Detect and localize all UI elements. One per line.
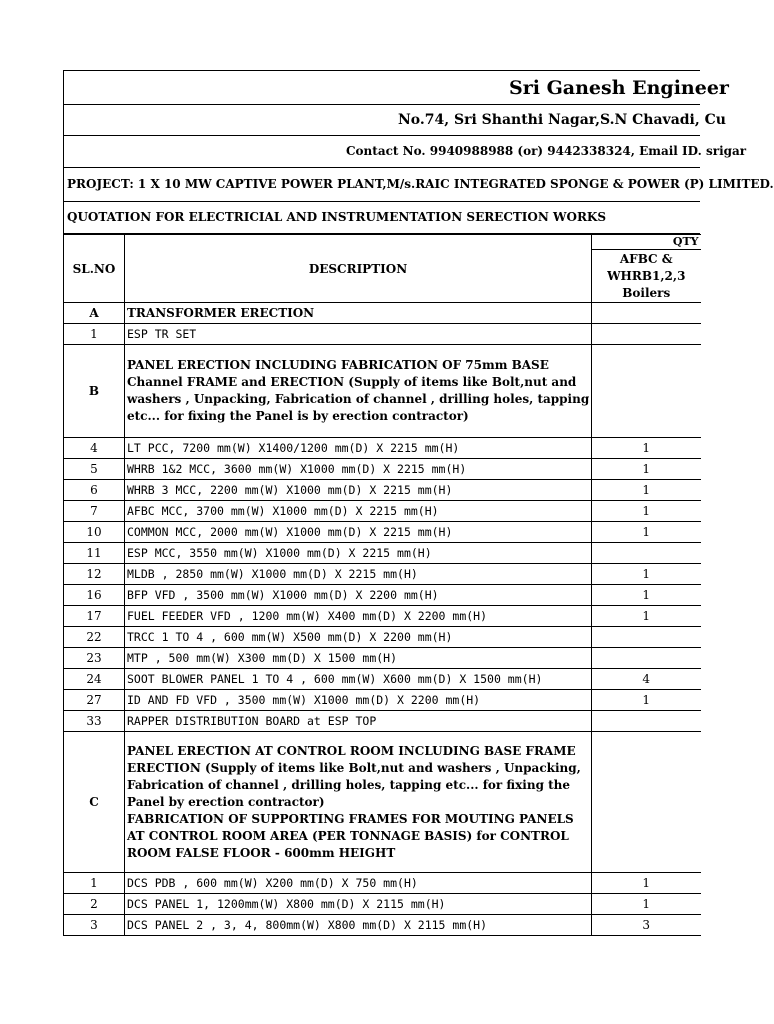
row-description: FUEL FEEDER VFD , 1200 mm(W) X400 mm(D) X 2200 mm(H) — [125, 606, 592, 627]
row-slno: 16 — [64, 585, 125, 606]
row-description-text: PANEL ERECTION AT CONTROL ROOM INCLUDING BASE FRAME ERECTION (Supply of items like Bolt,nut and washers , Unpacking, Fabrication of channel , drilling holes, tapping etc... for fixing the Panel by erection contractor) — [127, 743, 581, 809]
table-row — [64, 606, 701, 627]
row-slno: 12 — [64, 564, 125, 585]
table-row — [64, 501, 701, 522]
row-description: DCS PANEL 1, 1200mm(W) X800 mm(D) X 2115 mm(H) — [125, 894, 592, 915]
row-slno: B — [64, 345, 125, 438]
quotation-sheet — [63, 70, 774, 936]
project-row: PROJECT: 1 X 10 MW CAPTIVE POWER PLANT,M/s.RAIC INTEGRATED SPONGE & POWER (P) LIMITED. — [63, 168, 700, 202]
col-slno-header: SL.NO — [64, 235, 125, 303]
table-row — [64, 873, 701, 894]
contact-row — [63, 136, 747, 168]
row-description: ESP MCC, 3550 mm(W) X1000 mm(D) X 2215 mm(H) — [125, 543, 592, 564]
row-slno: 10 — [64, 522, 125, 543]
row-slno: 17 — [64, 606, 125, 627]
table-body — [64, 303, 701, 936]
table-row — [64, 324, 701, 345]
row-slno: 22 — [64, 627, 125, 648]
row-qty — [592, 345, 701, 438]
company-contact: Contact No. 9940988988 (or) 9442338324, Email ID. srigar — [346, 144, 747, 158]
row-qty: 1 — [592, 894, 701, 915]
table-row — [64, 690, 701, 711]
table-row — [64, 564, 701, 585]
qty-label: QTY — [592, 235, 701, 250]
row-description: DCS PDB , 600 mm(W) X200 mm(D) X 750 mm(H) — [125, 873, 592, 894]
company-name: Sri Ganesh Engineer — [509, 77, 729, 99]
row-qty — [592, 732, 701, 873]
row-description: ESP TR SET — [125, 324, 592, 345]
table-row — [64, 438, 701, 459]
company-banner — [63, 70, 729, 105]
table-row — [64, 915, 701, 936]
row-slno: 1 — [64, 873, 125, 894]
row-qty: 1 — [592, 480, 701, 501]
row-qty — [592, 324, 701, 345]
address-row — [63, 105, 726, 136]
table-row — [64, 543, 701, 564]
row-slno: 2 — [64, 894, 125, 915]
row-qty: 1 — [592, 501, 701, 522]
row-slno: 24 — [64, 669, 125, 690]
quotation-table — [63, 234, 701, 936]
qty-sub-line-3: Boilers — [622, 286, 671, 300]
row-slno: 27 — [64, 690, 125, 711]
row-description: AFBC MCC, 3700 mm(W) X1000 mm(D) X 2215 mm(H) — [125, 501, 592, 522]
row-description: RAPPER DISTRIBUTION BOARD at ESP TOP — [125, 711, 592, 732]
row-slno: A — [64, 303, 125, 324]
table-row — [64, 522, 701, 543]
row-description: COMMON MCC, 2000 mm(W) X1000 mm(D) X 2215 mm(H) — [125, 522, 592, 543]
row-description: MTP , 500 mm(W) X300 mm(D) X 1500 mm(H) — [125, 648, 592, 669]
row-qty: 1 — [592, 459, 701, 480]
quotation-title: QUOTATION FOR ELECTRICIAL AND INSTRUMENTATION SERECTION WORKS — [63, 202, 700, 234]
row-qty: 1 — [592, 690, 701, 711]
row-description: TRANSFORMER ERECTION — [125, 303, 592, 324]
row-slno: 23 — [64, 648, 125, 669]
row-slno: C — [64, 732, 125, 873]
table-row — [64, 894, 701, 915]
table-row — [64, 627, 701, 648]
table-header-row — [64, 235, 701, 303]
row-qty — [592, 543, 701, 564]
row-slno: 6 — [64, 480, 125, 501]
table-row — [64, 303, 701, 324]
row-qty — [592, 648, 701, 669]
col-qty-header — [592, 235, 701, 303]
table-row — [64, 669, 701, 690]
row-slno: 33 — [64, 711, 125, 732]
row-description: MLDB , 2850 mm(W) X1000 mm(D) X 2215 mm(H) — [125, 564, 592, 585]
table-row — [64, 459, 701, 480]
row-qty: 1 — [592, 585, 701, 606]
row-slno: 5 — [64, 459, 125, 480]
qty-subheader — [592, 250, 701, 302]
row-qty: 1 — [592, 564, 701, 585]
row-description: DCS PANEL 2 , 3, 4, 800mm(W) X800 mm(D) X 2115 mm(H) — [125, 915, 592, 936]
row-description: BFP VFD , 3500 mm(W) X1000 mm(D) X 2200 mm(H) — [125, 585, 592, 606]
table-row — [64, 711, 701, 732]
row-description — [125, 732, 592, 873]
row-qty: 4 — [592, 669, 701, 690]
row-qty: 1 — [592, 873, 701, 894]
row-slno: 1 — [64, 324, 125, 345]
row-description-text-2: FABRICATION OF SUPPORTING FRAMES FOR MOUTING PANELS AT CONTROL ROOM AREA (PER TONNAGE BASIS) for CONTROL ROOM FALSE FLOOR - 600mm HEIGHT — [127, 811, 574, 860]
row-qty: 1 — [592, 522, 701, 543]
row-description-text: PANEL ERECTION INCLUDING FABRICATION OF 75mm BASE Channel FRAME and ERECTION (Supply of items like Bolt,nut and washers , Unpacking, Fabrication of channel , drilling holes, tapping etc... for fixing the Panel is by erection contractor) — [127, 358, 590, 423]
row-qty — [592, 303, 701, 324]
company-address: No.74, Sri Shanthi Nagar,S.N Chavadi, Cu — [398, 112, 726, 128]
table-row — [64, 585, 701, 606]
table-row — [64, 345, 701, 438]
row-slno: 7 — [64, 501, 125, 522]
row-description: ID AND FD VFD , 3500 mm(W) X1000 mm(D) X 2200 mm(H) — [125, 690, 592, 711]
row-qty: 1 — [592, 606, 701, 627]
row-description — [125, 345, 592, 438]
row-description: SOOT BLOWER PANEL 1 TO 4 , 600 mm(W) X600 mm(D) X 1500 mm(H) — [125, 669, 592, 690]
row-slno: 11 — [64, 543, 125, 564]
row-description: LT PCC, 7200 mm(W) X1400/1200 mm(D) X 2215 mm(H) — [125, 438, 592, 459]
row-qty — [592, 627, 701, 648]
row-slno: 4 — [64, 438, 125, 459]
row-description: TRCC 1 TO 4 , 600 mm(W) X500 mm(D) X 2200 mm(H) — [125, 627, 592, 648]
row-description: WHRB 3 MCC, 2200 mm(W) X1000 mm(D) X 2215 mm(H) — [125, 480, 592, 501]
table-row — [64, 648, 701, 669]
row-description: WHRB 1&2 MCC, 3600 mm(W) X1000 mm(D) X 2215 mm(H) — [125, 459, 592, 480]
qty-sub-line-1: AFBC & — [619, 252, 673, 266]
table-row — [64, 480, 701, 501]
row-qty — [592, 711, 701, 732]
col-description-header: DESCRIPTION — [125, 235, 592, 303]
row-qty: 3 — [592, 915, 701, 936]
row-qty: 1 — [592, 438, 701, 459]
row-slno: 3 — [64, 915, 125, 936]
qty-sub-line-2: WHRB1,2,3 — [607, 269, 686, 283]
table-row — [64, 732, 701, 873]
